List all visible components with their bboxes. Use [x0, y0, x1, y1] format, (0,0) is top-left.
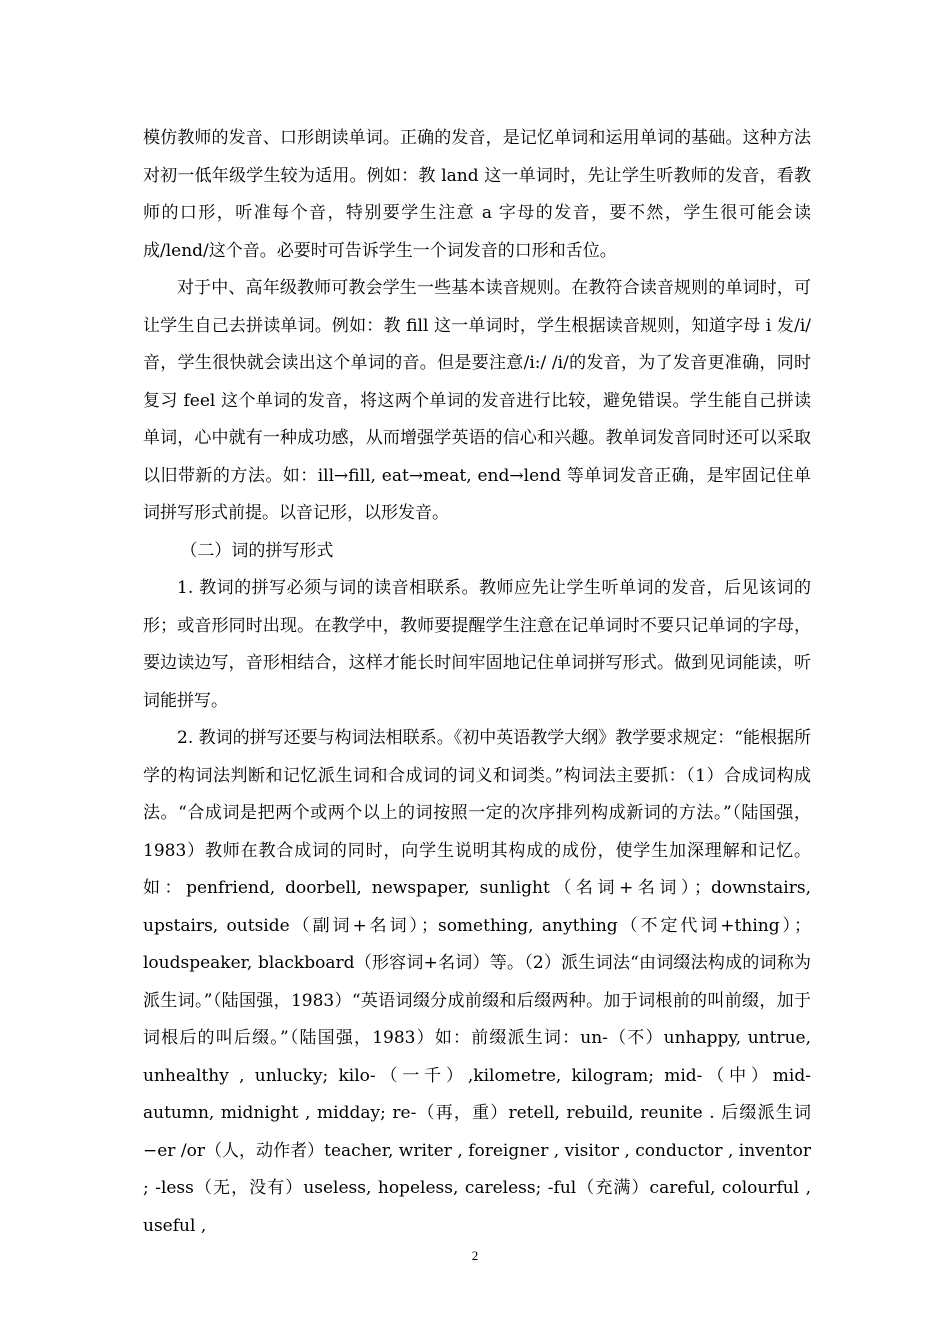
body-text	[143, 120, 811, 1245]
paragraph-word-formation: 2. 教词的拼写还要与构词法相联系。《初中英语教学大纲》教学要求规定：“能根据所学的构词法判断和记忆派生词和合成词的词义和词类。”构词法主要抓：（1）合成词构成法。“合成词是把两个或两个以上的词按照一定的次序排列构成新词的方法。”（陆国强，1983）教师在教合成词的同时，向学生说明其构成的成份，使学生加深理解和记忆。如：penfriend, doorbell, newspaper, sunlight（名词+名词）；downstairs, upstairs, outside（副词+名词）；something, anything（不定代词+thing）；loudspeaker, blackboard（形容词+名词）等。（2）派生词法“由词缀法构成的词称为派生词。”（陆国强，1983）“英语词缀分成前缀和后缀两种。加于词根前的叫前缀，加于词根后的叫后缀。”（陆国强，1983）如：前缀派生词：un-（不）unhappy, untrue, unhealthy , unlucky; kilo-（一千）,kilometre, kilogram; mid-（中）mid-autumn, midnight , midday; re-（再，重）retell, rebuild, reunite . 后缀派生词−er /or（人，动作者）teacher, writer , foreigner , visitor , conductor , inventor ; -less（无，没有）useless, hopeless, careless; -ful（充满）careful, colourful , useful ,	[143, 728, 811, 1236]
paragraph-pronunciation-imitation: 模仿教师的发音、口形朗读单词。正确的发音，是记忆单词和运用单词的基础。这种方法对初一低年级学生较为适用。例如：教 land 这一单词时，先让学生听教师的发音，看教师的口形，听准每个音，特别要学生注意 a 字母的发音，要不然，学生很可能会读成/lend/这个音。必要时可告诉学生一个词发音的口形和舌位。	[143, 128, 811, 261]
paragraph-reading-rules: 对于中、高年级教师可教会学生一些基本读音规则。在教符合读音规则的单词时，可让学生自己去拼读单词。例如：教 fill 这一单词时，学生根据读音规则，知道字母 i 发/i/音，学生很快就会读出这个单词的音。但是要注意/i:/ /i/的发音，为了发音更准确，同时复习 feel 这个单词的发音，将这两个单词的发音进行比较，避免错误。学生能自己拼读单词，心中就有一种成功感，从而增强学英语的信心和兴趣。教单词发音同时还可以采取以旧带新的方法。如：ill→fill, eat→meat, end→lend 等单词发音正确，是牢固记住单词拼写形式前提。以音记形，以形发音。	[143, 278, 811, 523]
section-heading-spelling: （二）词的拼写形式	[180, 540, 334, 561]
page-number: 2	[471, 1248, 479, 1263]
paragraph-spelling-pronunciation: 1. 教词的拼写必须与词的读音相联系。教师应先让学生听单词的发音，后见该词的形；或音形同时出现。在教学中，教师要提醒学生注意在记单词时不要只记单词的字母，要边读边写，音形相结合，这样才能长时间牢固地记住单词拼写形式。做到见词能读，听词能拼写。	[143, 578, 811, 711]
